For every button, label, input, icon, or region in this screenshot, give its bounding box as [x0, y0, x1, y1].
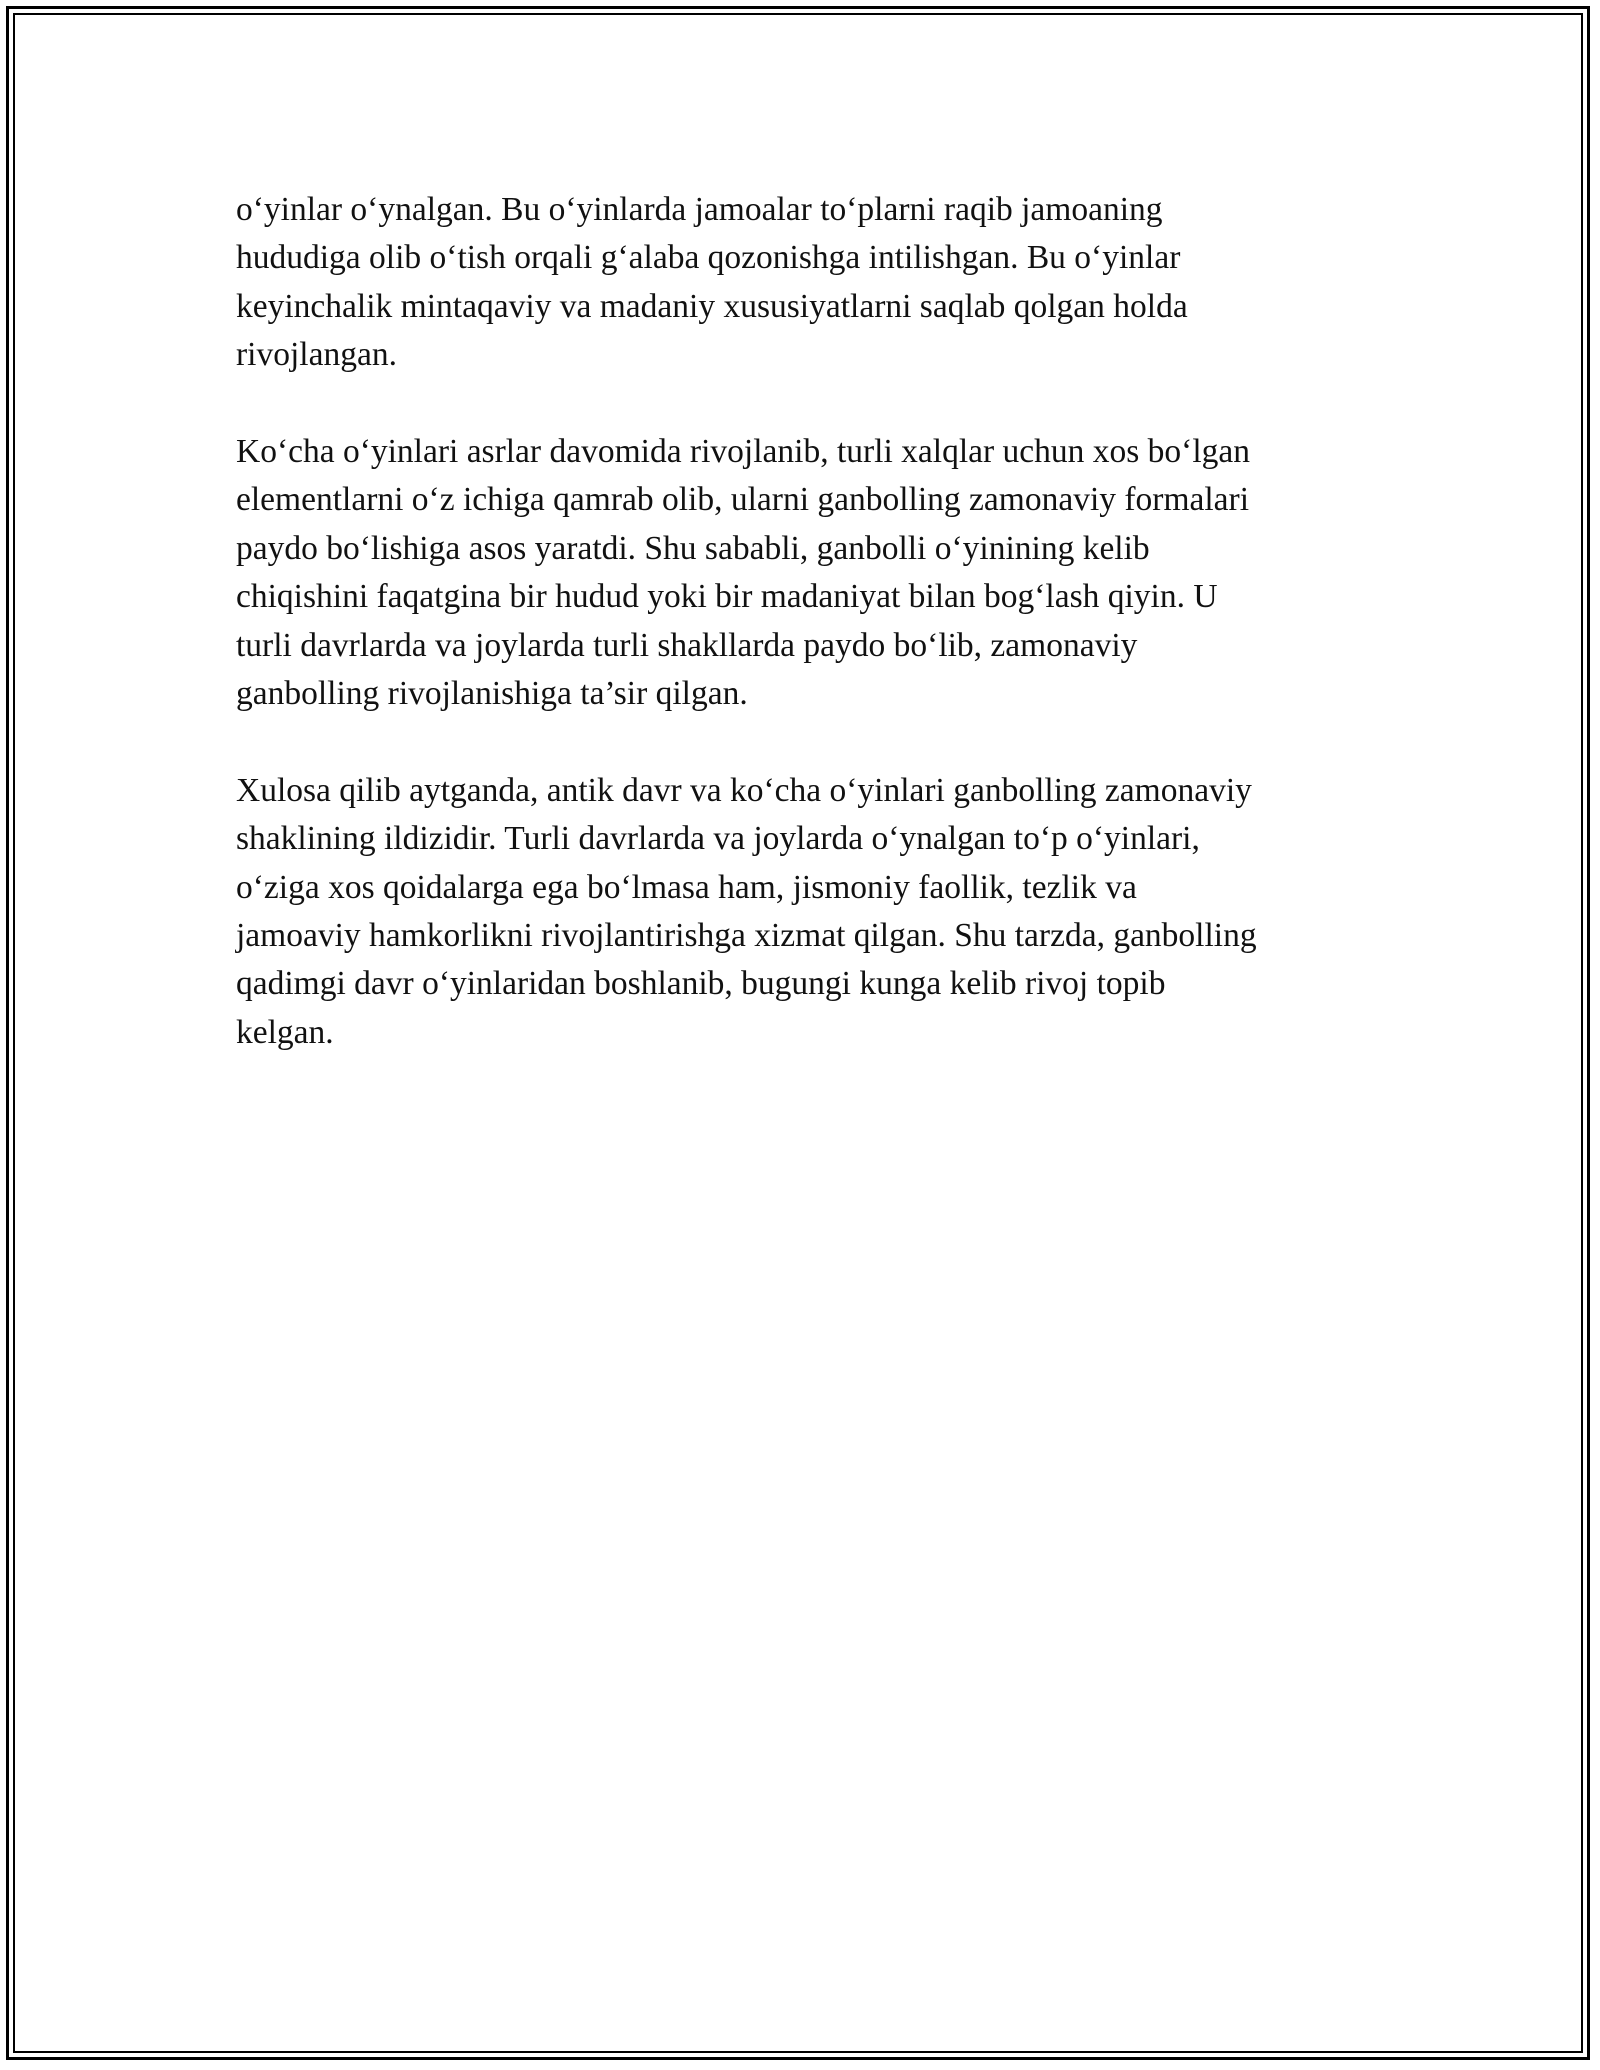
- paragraph-2: Ko‘cha o‘yinlari asrlar davomida rivojlanib, turli xalqlar uchun xos bo‘lgan elementlarni o‘z ichiga qamrab olib, ularni ganbolling zamonaviy formalari paydo bo‘lishiga asos yaratdi. Shu sababli, ganbolli o‘yinining kelib chiqishini faqatgina bir hudud yoki bir madaniyat bilan bog‘lash qiyin. U turli davrlarda va joylarda turli shakllarda paydo bo‘lib, zamonaviy ganbolling rivojlanishiga ta’sir qilgan.: [236, 433, 1251, 713]
- paragraph-1: o‘yinlar o‘ynalgan. Bu o‘yinlarda jamoalar to‘plarni raqib jamoaning hududiga olib o‘tish orqali g‘alaba qozonishga intilishgan. Bu o‘yinlar keyinchalik mintaqaviy va madaniy xususiyatlarni saqlab qolgan holda rivojlangan.: [236, 191, 1188, 374]
- paragraph-3: Xulosa qilib aytganda, antik davr va ko‘cha o‘yinlari ganbolling zamonaviy shaklining ildizidir. Turli davrlarda va joylarda o‘ynalgan to‘p o‘yinlari, o‘ziga xos qoidalarga ega bo‘lmasa ham, jismoniy faollik, tezlik va jamoaviy hamkorlikni rivojlantirishga xizmat qilgan. Shu tarzda, ganbolling qadimgi davr o‘yinlaridan boshlanib, bugungi kunga kelib rivoj topib kelgan.: [236, 771, 1257, 1051]
- document-body: [236, 186, 1366, 1106]
